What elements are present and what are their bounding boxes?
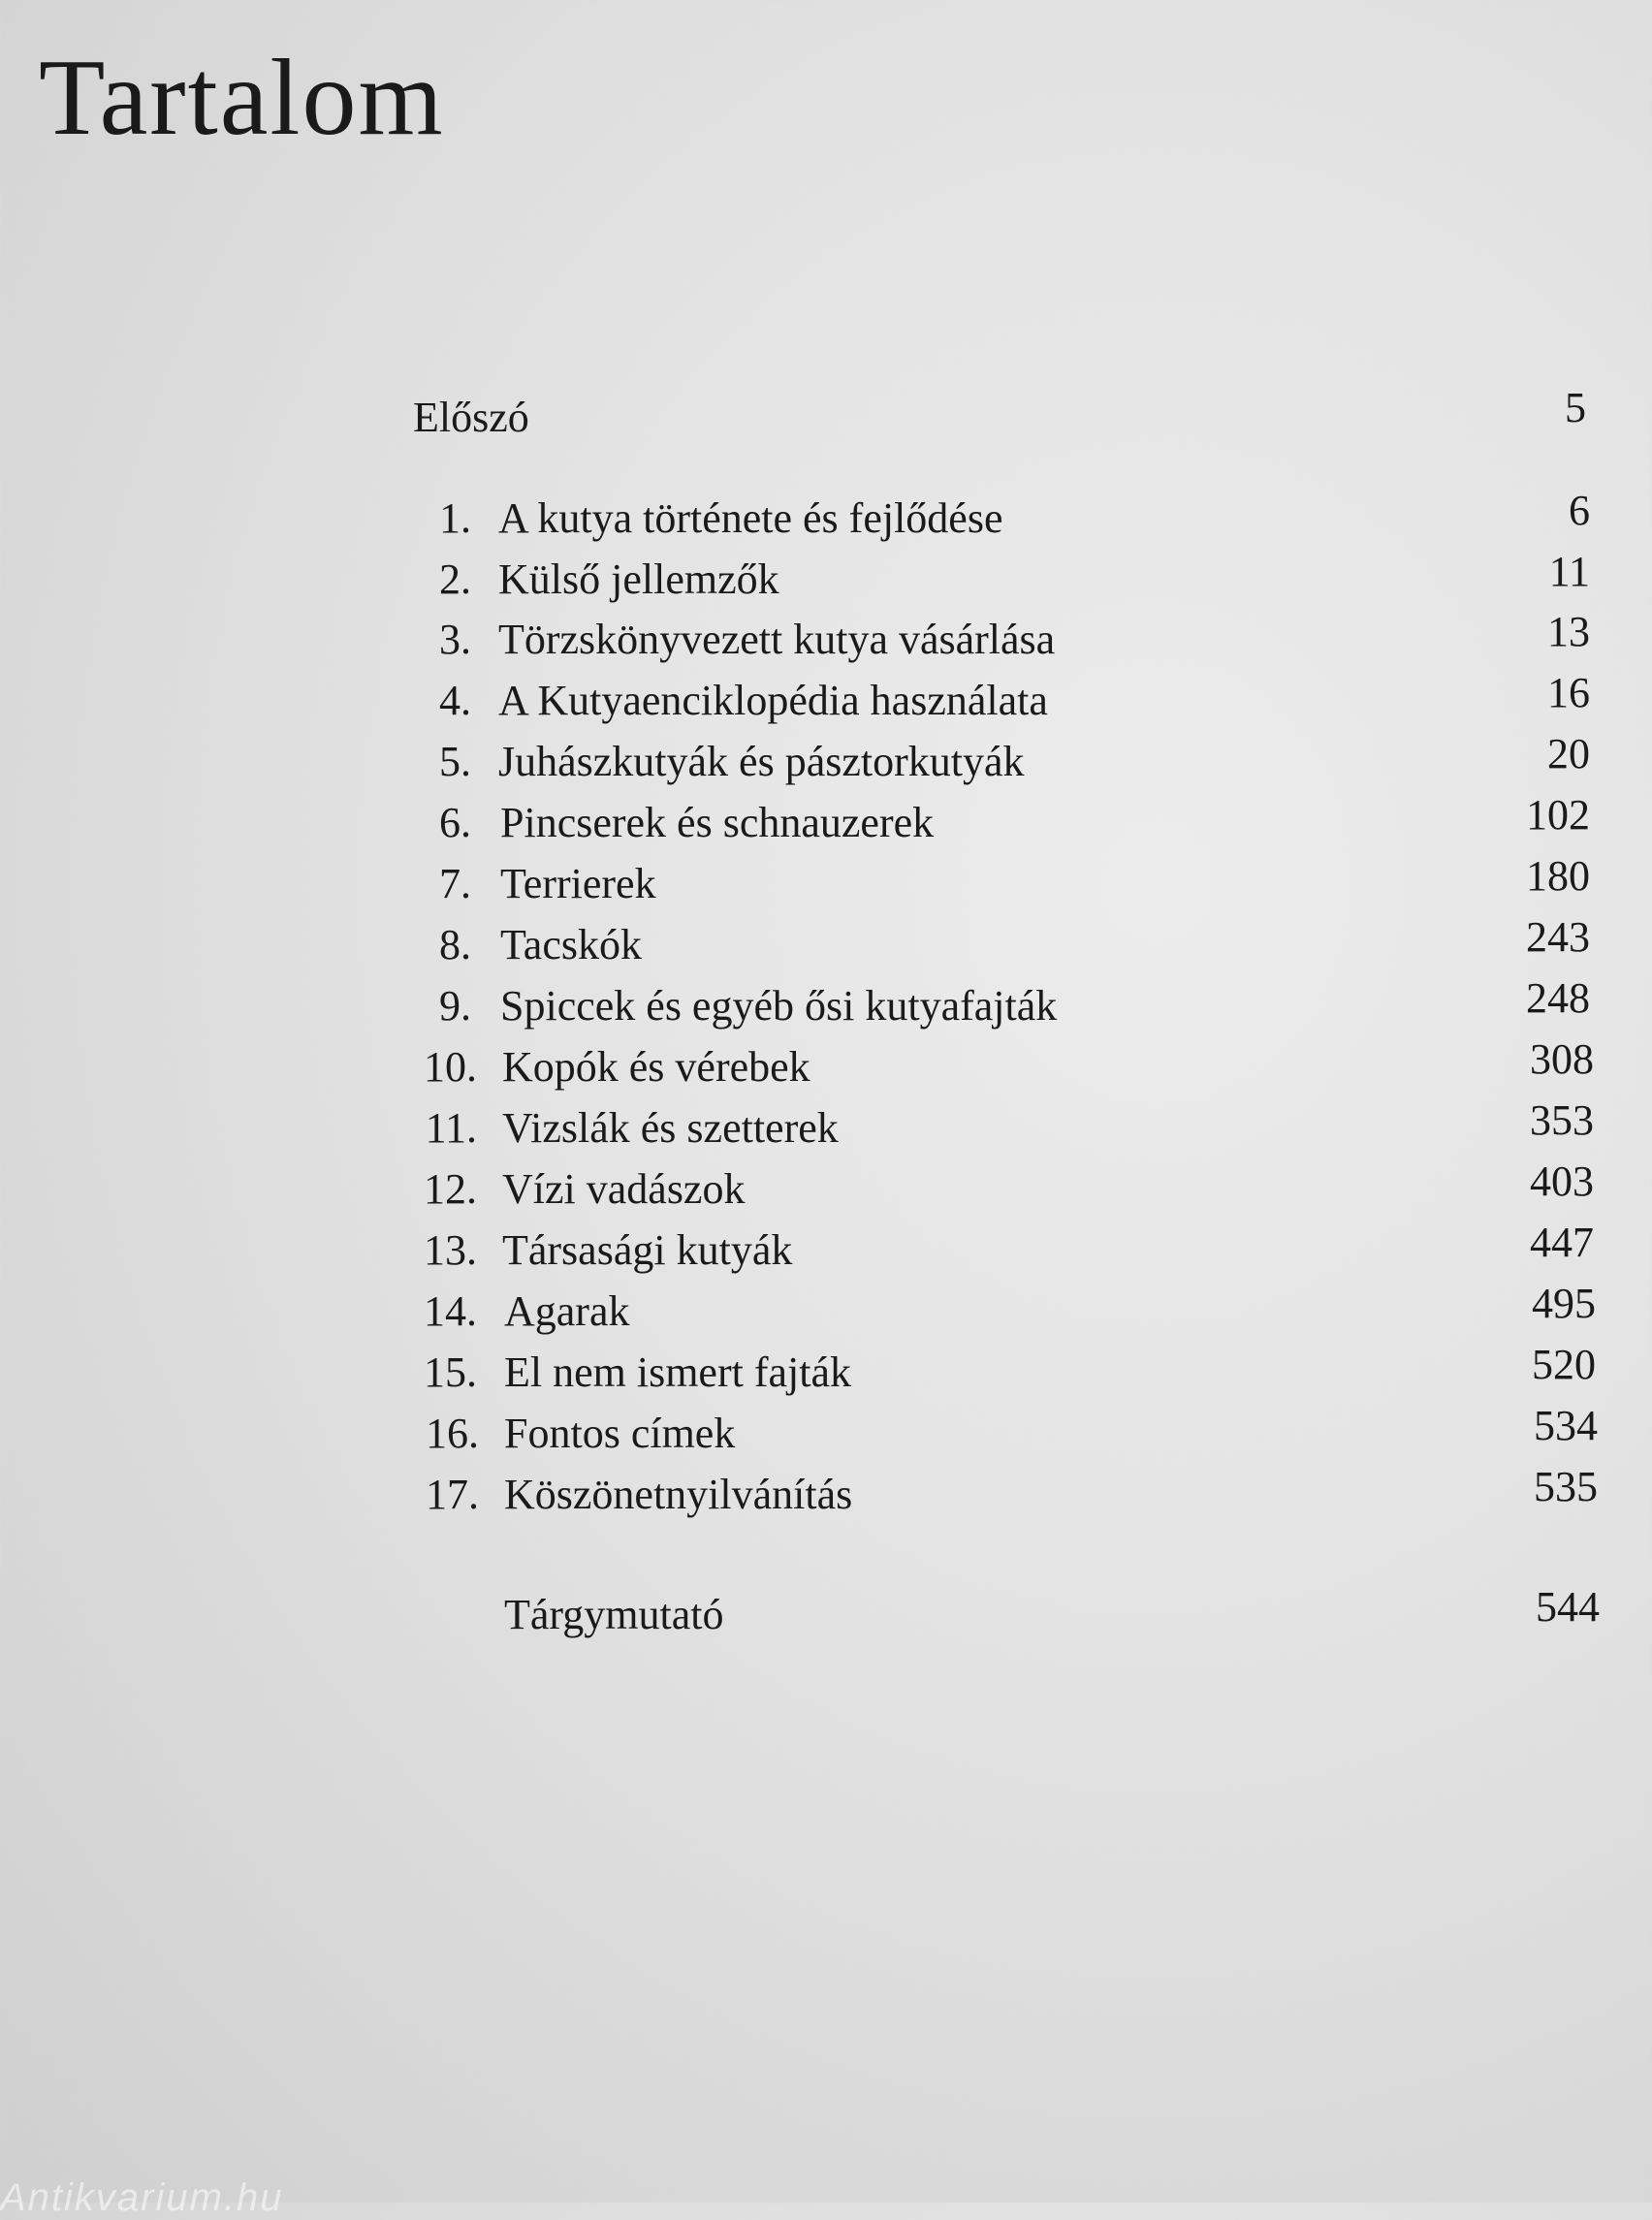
toc-chapter-title: Vizslák és szetterek [502, 1104, 839, 1152]
toc-foreword [0, 384, 1652, 445]
toc-chapter-number: 16. [426, 1410, 479, 1457]
toc-row-6 [0, 791, 1652, 850]
toc-chapter-title: Kopók és vérebek [502, 1043, 810, 1091]
toc-chapter-number: 8. [439, 921, 471, 968]
toc-chapter-title: Juhászkutyák és pásztorkutyák [498, 738, 1025, 785]
toc-chapter-page: 20 [1547, 730, 1590, 777]
toc-chapter-title: Vízi vadászok [502, 1165, 746, 1213]
toc-chapter-number: 11. [425, 1104, 477, 1152]
toc-chapter-page: 534 [1534, 1402, 1598, 1449]
toc-row-16 [0, 1402, 1652, 1461]
toc-chapter-number: 15. [424, 1348, 477, 1396]
toc-foreword-page: 5 [1565, 384, 1586, 431]
toc-row-10 [0, 1035, 1652, 1094]
toc-chapter-title: Társasági kutyák [502, 1226, 793, 1274]
toc-row-12 [0, 1158, 1652, 1217]
toc-chapter-title: Köszönetnyilvánítás [504, 1471, 853, 1518]
toc-chapter-number: 10. [424, 1043, 477, 1091]
toc-chapter-title: Külső jellemzők [498, 555, 779, 603]
toc-chapter-page: 535 [1534, 1463, 1598, 1510]
toc-row-15 [0, 1341, 1652, 1400]
toc-chapter-page: 353 [1530, 1096, 1594, 1144]
toc-chapter-page: 11 [1548, 548, 1590, 595]
toc-chapter-title: A Kutyaenciklopédia használata [498, 677, 1048, 724]
toc-chapter-number: 7. [439, 860, 471, 907]
toc-chapter-number: 12. [424, 1165, 477, 1213]
toc-row-17 [0, 1463, 1652, 1522]
toc-chapter-page: 13 [1547, 608, 1590, 655]
toc-row-8 [0, 913, 1652, 972]
toc-chapter-page: 16 [1547, 669, 1590, 716]
toc-row-2 [0, 548, 1652, 607]
toc-chapter-title: Törzskönyvezett kutya vásárlása [498, 616, 1056, 663]
toc-chapter-number: 9. [439, 982, 471, 1030]
toc-chapter-title: Agarak [504, 1287, 630, 1335]
toc-chapter-number: 5. [439, 738, 471, 785]
toc-index [0, 1583, 1652, 1642]
toc-chapter-number: 17. [426, 1471, 479, 1518]
toc-chapter-number: 2. [439, 555, 471, 603]
toc-row-9 [0, 974, 1652, 1033]
watermark-text: Antikvarium.hu [0, 2176, 284, 2219]
toc-chapter-page: 308 [1530, 1035, 1594, 1083]
toc-row-4 [0, 669, 1652, 728]
toc-chapter-title: Tacskók [500, 921, 642, 968]
toc-chapter-number: 1. [439, 494, 471, 542]
toc-chapter-number: 14. [424, 1287, 477, 1335]
toc-chapter-title: Fontos címek [504, 1410, 736, 1457]
toc-chapter-page: 243 [1526, 913, 1590, 961]
toc-foreword-title: Előszó [413, 394, 529, 441]
toc-chapter-page: 102 [1526, 791, 1590, 839]
toc-chapter-page: 447 [1530, 1219, 1594, 1266]
toc-index-page: 544 [1536, 1583, 1600, 1631]
toc-chapter-title: A kutya története és fejlődése [498, 494, 1003, 542]
toc-row-3 [0, 608, 1652, 667]
toc-row-13 [0, 1219, 1652, 1278]
page-title: Tartalom [39, 38, 445, 158]
toc-chapter-title: Pincserek és schnauzerek [500, 799, 935, 846]
toc-chapter-number: 3. [439, 616, 471, 663]
toc-row-5 [0, 730, 1652, 789]
toc-chapter-number: 6. [439, 799, 471, 846]
toc-index-title: Tárgymutató [504, 1591, 724, 1638]
toc-chapter-number: 4. [439, 677, 471, 724]
toc-chapter-title: El nem ismert fajták [504, 1348, 851, 1396]
toc-chapter-title: Terrierek [500, 860, 656, 907]
toc-chapter-page: 6 [1569, 487, 1590, 534]
toc-chapter-page: 520 [1532, 1341, 1596, 1388]
toc-row-7 [0, 852, 1652, 911]
toc-row-1 [0, 487, 1652, 546]
toc-chapter-page: 403 [1530, 1158, 1594, 1205]
toc-chapter-title: Spiccek és egyéb ősi kutyafajták [500, 982, 1058, 1030]
toc-row-14 [0, 1280, 1652, 1339]
toc-chapter-number: 13. [424, 1226, 477, 1274]
toc-row-11 [0, 1096, 1652, 1156]
toc-chapter-page: 248 [1526, 974, 1590, 1022]
toc-chapter-page: 180 [1526, 852, 1590, 900]
toc-chapter-page: 495 [1532, 1280, 1596, 1327]
